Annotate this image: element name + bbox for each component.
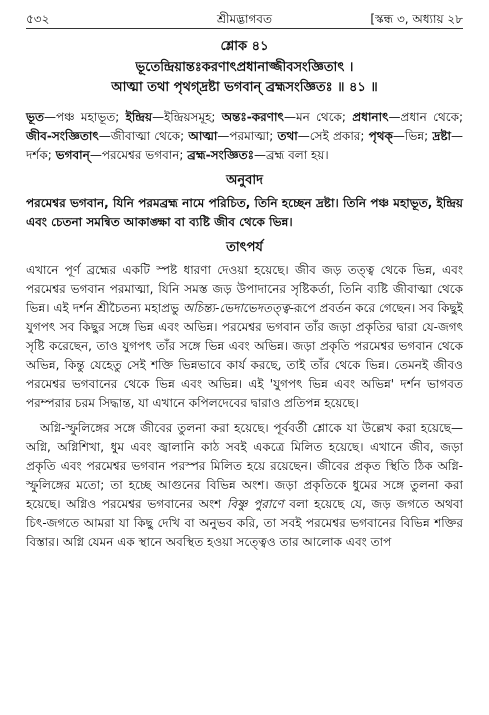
verse-line-1: ভূতেন্দ্রিয়ান্তঃকরণাৎপ্রধানাজ্জীবসংজ্ঞিতাৎ । (135, 60, 354, 75)
synonym-word: দ্রষ্টা (432, 129, 451, 143)
page-header (26, 8, 463, 29)
purport-text: অগ্নি-স্ফুলিঙ্গের সঙ্গে জীবের তুলনা করা হয়েছে। পূর্ববর্তী শ্লোকে যা উল্লেখ করা হয়েছে—অগ্নি, অগ্নিশিখা, ধুম এবং জ্বালানি কাঠ সবই একত্রে মিলিত হয়েছে। এখানে জীব, জড়া প্রকৃতি এবং পরমেশ্বর ভগবান পরস্পর মিলিত হয়ে রয়েছেন। জীবের প্রকৃত স্থিতি ঠিক অগ্নি-স্ফুলিঙ্গের মতো; তা হচ্ছে আগুনের বিভিন্ন অংশ। জড়া প্রকৃতিকে ধুমের সঙ্গে তুলনা করা হয়েছে। অগ্নিও পরমেশ্বর ভগবানের অংশ (26, 421, 463, 511)
purport-text: এখানে পূর্ণ ব্রহ্মের একটি স্পষ্ট ধারণা দেওয়া হয়েছে। জীব জড় তত্ত্ব থেকে ভিন্ন, এবং পরমেশ্বর ভগবান পরমাত্মা, যিনি সমস্ত জড় উপাদানের সৃষ্টিকর্তা, তিনি ব্যষ্টি জীবাত্মা থেকে ভিন্ন। এই দর্শন শ্রীচৈতন্য মহাপ্রভু (26, 263, 463, 315)
synonym-word: ভগবান্ (55, 148, 90, 162)
synonym-word: অন্তঃ-করণাৎ (221, 110, 284, 124)
verse-number: শ্লোক ৪১ (220, 39, 269, 54)
synonym-word: ভূত (26, 110, 44, 124)
page-number: ৫৩২ (26, 12, 50, 26)
purport-paragraph-1 (26, 261, 463, 413)
synonym-word: পৃথক্ (368, 129, 393, 143)
purport-paragraph-2 (26, 419, 463, 552)
synonym-meaning: —সেই প্রকার; (297, 129, 369, 143)
synonym-meaning: —ব্রহ্ম বলা হয়। (253, 148, 329, 162)
purport-heading: তাৎপর্য (226, 240, 263, 255)
synonym-meaning: —পরমেশ্বর ভগবান; (89, 148, 188, 162)
synonym-word: আত্মা (188, 129, 218, 143)
running-title: শ্রীমদ্ভাগবত (216, 12, 272, 26)
purport-italic-title: বিষ্ণু পুরাণে (227, 497, 284, 511)
synonym-meaning: —দর্শক; (26, 129, 463, 162)
synonym-meaning: —পঞ্চ মহাভূত; (43, 110, 126, 124)
verse-line-2: আত্মা তথা পৃথগ্দ্রষ্টা ভগবান্ ব্রহ্মসংজ্ঞিতঃ ॥ ৪১ ॥ (111, 80, 378, 95)
purport-text: -রূপে প্রবর্তন করে গেছেন। সব কিছুই যুগপৎ সব কিছুর সঙ্গে ভিন্ন এবং অভিন্ন। পরমেশ্বর ভগবান তাঁর জড়া প্রকৃতির দ্বারা যে-জগৎ সৃষ্টি করেছেন, তাও যুগপৎ তাঁর সঙ্গে ভিন্ন এবং অভিন্ন। জড়া প্রকৃতি পরমেশ্বর ভগবান থেকে অভিন্ন, কিন্তু যেহেতু সেই শক্তি ভিন্নভাবে কার্য করছে, তাই তাঁর থেকে ভিন্ন। তেমনই জীবও পরমেশ্বর ভগবানের থেকে ভিন্ন এবং অভিন্ন। এই 'যুগপৎ ভিন্ন এবং অভিন্ন' দর্শন ভাগবত পরম্পরার চরম সিদ্ধান্ত, যা এখানে কপিলদেবের দ্বারাও প্রতিপন্ন হয়েছে। (26, 301, 463, 410)
synonym-word: ব্রহ্ম-সংজ্ঞিতঃ (187, 148, 254, 162)
synonym-meaning: —জীবাত্মা থেকে; (98, 129, 189, 143)
translation-text: পরমেশ্বর ভগবান, যিনি পরমব্রহ্ম নামে পরিচিত, তিনি হচ্ছেন দ্রষ্টা। তিনি পঞ্চ মহাভূত, ইন্দ্রিয় এবং চেতনা সমন্বিত আকাঙ্ক্ষা বা ব্যষ্টি জীব থেকে ভিন্ন। (26, 196, 463, 229)
synonym-meaning: —ইন্দ্রিয়সমূহ; (152, 110, 222, 124)
synonym-meaning: —ভিন্ন; (392, 129, 433, 143)
synonym-meaning: —প্রধান থেকে; (388, 110, 464, 124)
purport-italic-term: অচিন্ত্য-ভেদাভেদতত্ত্ব (182, 301, 290, 315)
synonym-meaning: —মন থেকে; (283, 110, 353, 124)
synonym-meaning: —পরমাত্মা; (217, 129, 278, 143)
translation-heading: অনুবাদ (226, 173, 263, 188)
synonym-word: ইন্দ্রিয় (125, 110, 153, 124)
synonym-word: প্রধানাৎ (352, 110, 389, 124)
synonym-word: জীব-সংজ্ঞিতাৎ (26, 129, 99, 143)
section-reference: [স্কন্ধ ৩, অধ্যায় ২৮ (370, 12, 463, 26)
synonyms-paragraph (26, 108, 463, 165)
purport-text: বলা হয়েছে যে, জড় জগতে অথবা চিৎ-জগতে আমরা যা কিছু দেখি বা অনুভব করি, তা সবই পরমেশ্বর ভগবানের বিভিন্ন শক্তির বিস্তার। অগ্নি যেমন এক স্থানে অবস্থিত হওয়া সত্ত্বেও তার আলোক এবং তাপ (26, 497, 463, 549)
synonym-word: তথা (277, 129, 298, 143)
